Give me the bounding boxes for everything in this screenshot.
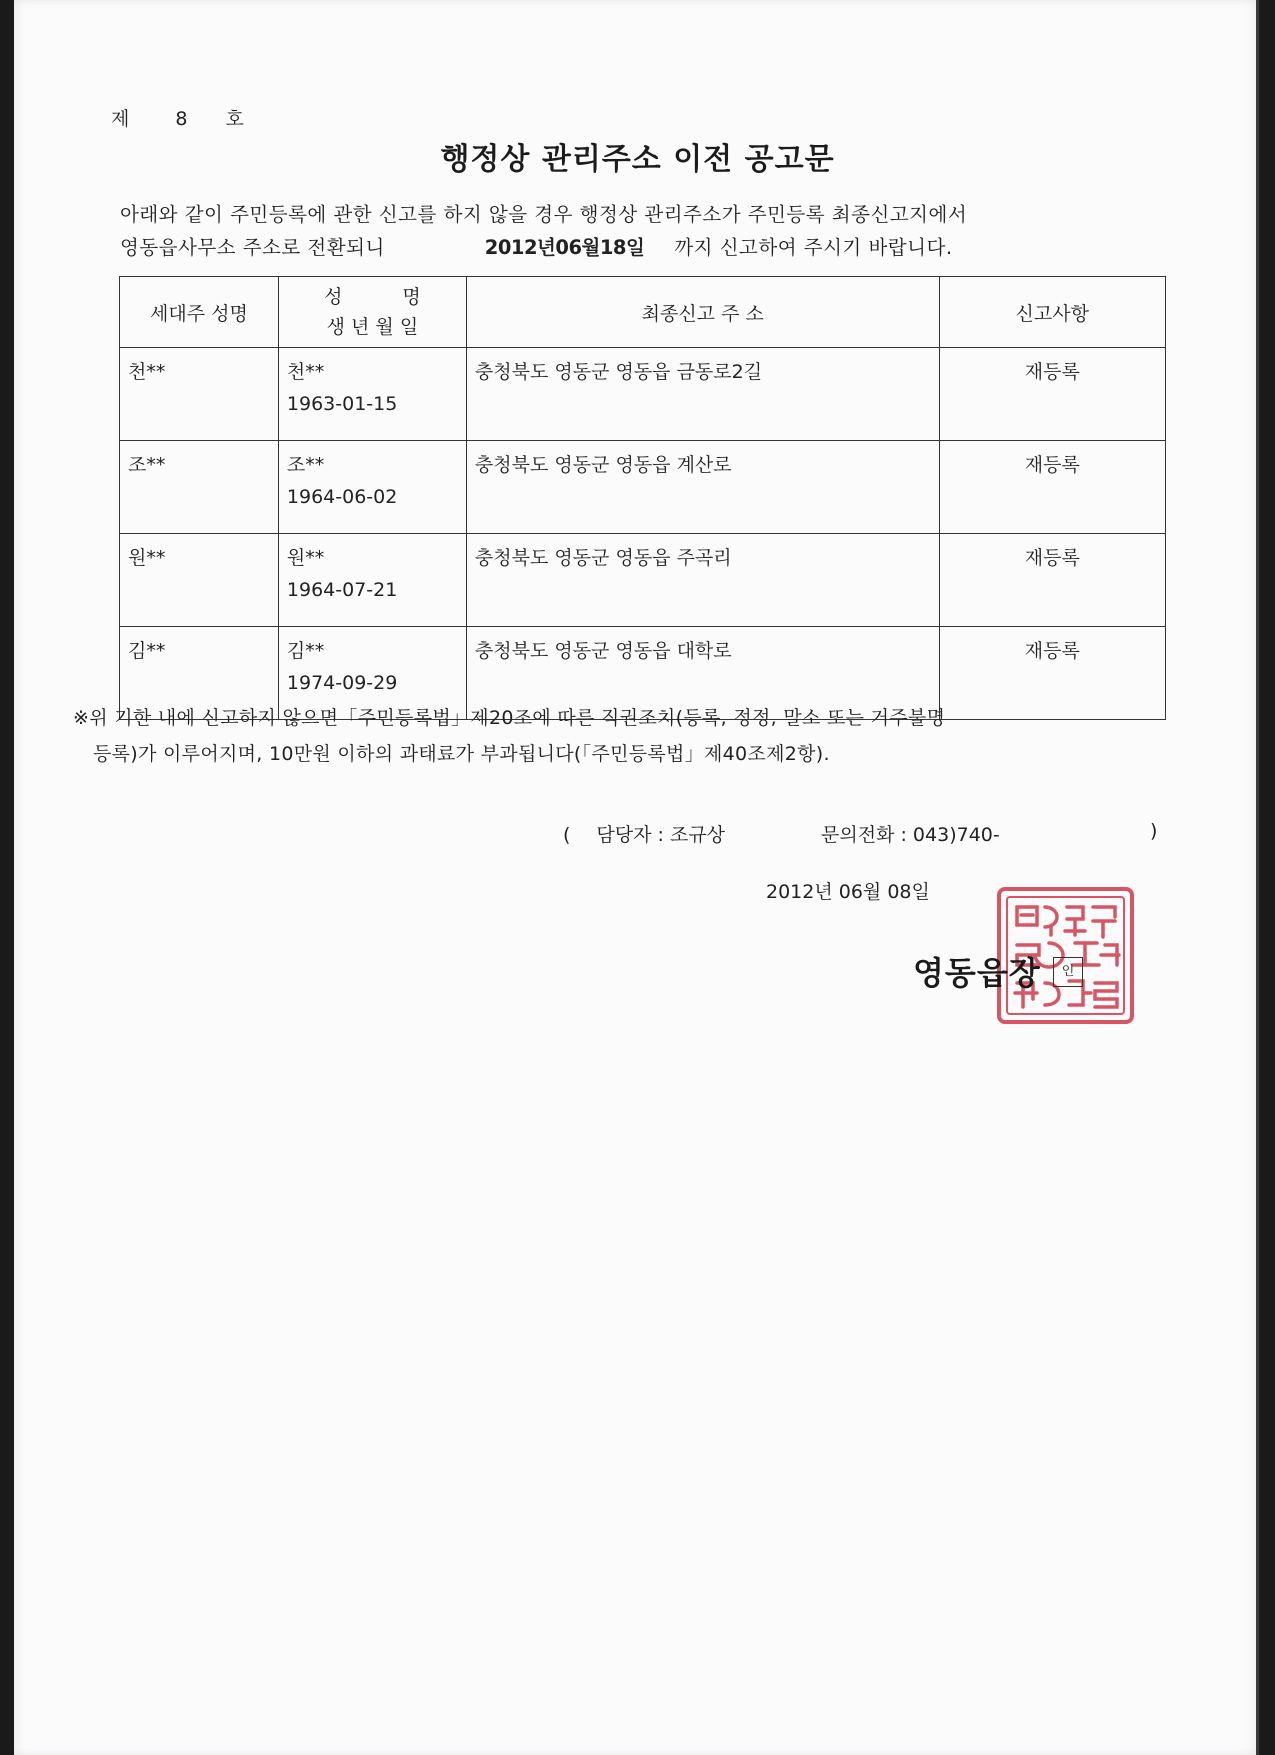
deadline-date: 2012년06월18일 (484, 236, 645, 259)
records-table (119, 276, 1166, 720)
intro-line-1: 아래와 같이 주민등록에 관한 신고를 하지 않을 경우 행정상 관리주소가 주민등록 최종신고지에서 (120, 203, 968, 226)
table-row (120, 348, 1166, 441)
cell-birth: 1964-06-02 (286, 486, 398, 508)
issue-date: 2012년 06월 08일 (766, 881, 930, 903)
header-name-a: 성 (324, 286, 343, 308)
cell-birth: 1963-01-15 (286, 393, 398, 415)
intro-line-2 (120, 231, 1120, 264)
header-birth: 생 년 월 일 (326, 316, 419, 338)
contact-phone: 문의전화 : 043)740- (821, 824, 1000, 846)
document-number (111, 104, 244, 131)
cell-householder: 원** (120, 534, 279, 627)
cell-householder: 김** (120, 627, 279, 720)
legal-notice (73, 700, 1193, 772)
intro-paragraph (120, 198, 1120, 264)
contact-info (563, 820, 1163, 847)
doc-number-value: 8 (175, 108, 188, 130)
cell-name: 천** (286, 361, 325, 383)
table-row (120, 534, 1166, 627)
page-title: 행정상 관리주소 이전 공고문 (440, 142, 835, 177)
doc-number-prefix: 제 (111, 108, 130, 130)
cell-birth: 1974-09-29 (286, 672, 398, 694)
seal-mark: 인 (1053, 957, 1083, 987)
header-address: 최종신고 주 소 (466, 277, 939, 348)
cell-address: 충청북도 영동군 영동읍 금동로2길 (466, 348, 939, 441)
cell-birth: 1964-07-21 (286, 579, 398, 601)
signer-title: 영동읍장 (913, 954, 1041, 992)
cell-name: 조** (286, 454, 325, 476)
table-row (120, 441, 1166, 534)
header-name-birth (278, 277, 466, 348)
contact-person: 담당자 : 조규상 (596, 824, 726, 846)
header-householder: 세대주 성명 (120, 277, 279, 348)
table-header-row (120, 277, 1166, 348)
doc-number-suffix: 호 (225, 108, 244, 130)
cell-report: 재등록 (939, 441, 1165, 534)
contact-close-paren: ) (1150, 820, 1158, 842)
cell-householder: 조** (120, 441, 279, 534)
cell-address: 충청북도 영동군 영동읍 대학로 (466, 627, 939, 720)
cell-address: 충청북도 영동군 영동읍 주곡리 (466, 534, 939, 627)
header-report: 신고사항 (939, 277, 1165, 348)
intro-line-2-start: 영동읍사무소 주소로 전환되니 (120, 236, 385, 259)
header-name-b: 명 (402, 286, 421, 308)
cell-name: 김** (286, 640, 325, 662)
notice-line-2: 등록)가 이루어지며, 10만원 이하의 과태료가 부과됩니다(「주민등록법」제40조제2항). (93, 743, 830, 765)
header-name (280, 282, 465, 312)
intro-line-2-end: 까지 신고하여 주시기 바랍니다. (674, 236, 953, 259)
cell-name-birth (278, 534, 466, 627)
cell-report: 재등록 (939, 627, 1165, 720)
cell-address: 충청북도 영동군 영동읍 계산로 (466, 441, 939, 534)
cell-report: 재등록 (939, 534, 1165, 627)
contact-open-paren: ( (563, 824, 571, 846)
cell-name-birth (278, 348, 466, 441)
cell-name: 원** (286, 547, 325, 569)
scan-edge (1256, 0, 1259, 1755)
notice-line-1: ※위 기한 내에 신고하지 않으면「주민등록법」제20조에 따른 직권조치(등록, 정정, 말소 또는 거주불명 (73, 707, 946, 729)
cell-householder: 천** (120, 348, 279, 441)
cell-report: 재등록 (939, 348, 1165, 441)
cell-name-birth (278, 441, 466, 534)
